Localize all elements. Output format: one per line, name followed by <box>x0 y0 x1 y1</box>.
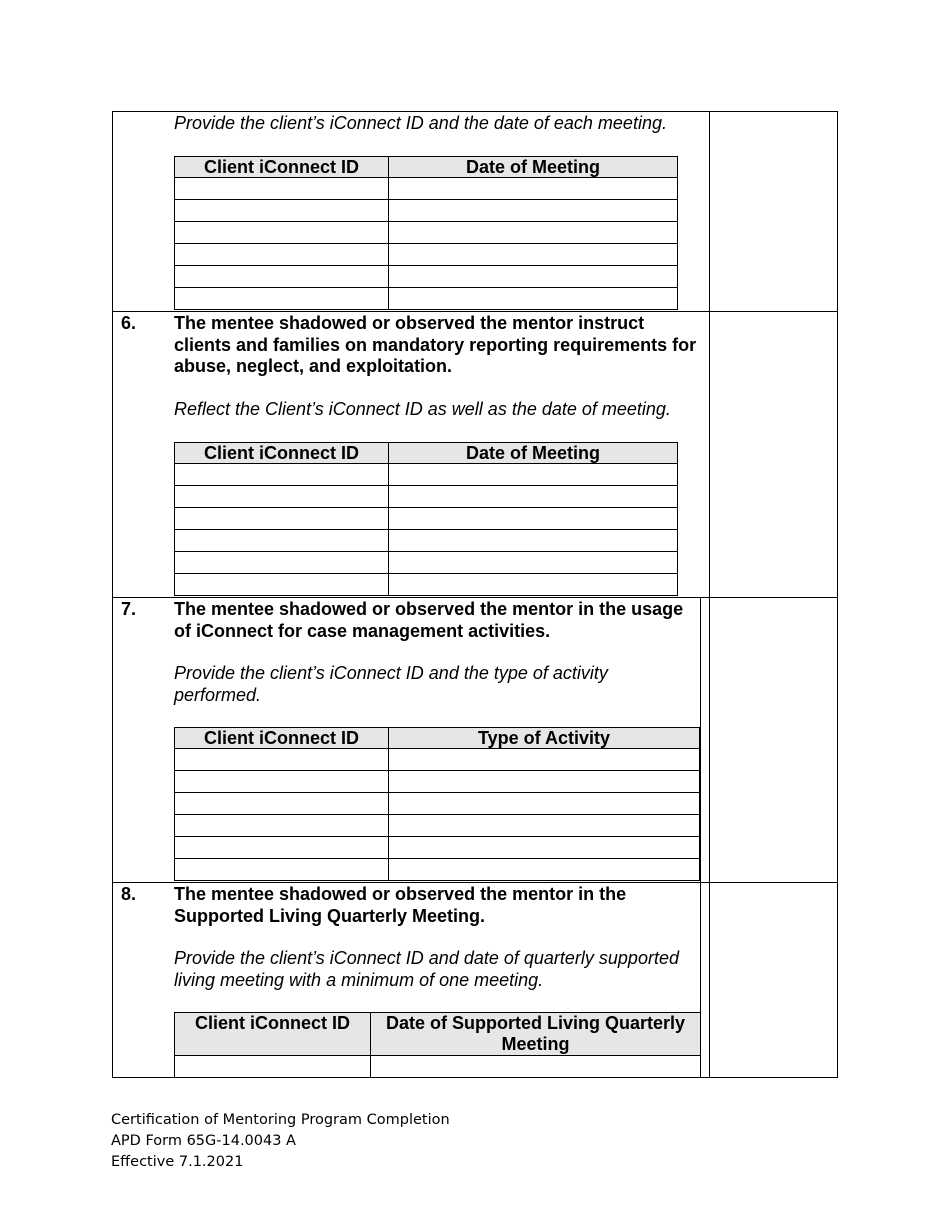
column-divider-status <box>709 112 710 1077</box>
client-id-cell[interactable] <box>175 771 389 793</box>
footer-effective-date: Effective 7.1.2021 <box>111 1154 244 1170</box>
client-id-cell[interactable] <box>175 859 389 881</box>
client-id-cell[interactable] <box>175 200 389 222</box>
section-8-question: The mentee shadowed or observed the mentor in the Supported Living Quarterly Meeting. <box>174 884 627 926</box>
table-row <box>175 508 678 530</box>
row-divider-7 <box>113 597 837 598</box>
value-cell[interactable] <box>389 178 678 200</box>
footer-form-number: APD Form 65G-14.0043 A <box>111 1133 296 1149</box>
client-id-cell[interactable] <box>175 552 389 574</box>
table-row <box>175 222 678 244</box>
client-id-cell[interactable] <box>175 178 389 200</box>
table-row <box>175 815 700 837</box>
client-id-cell[interactable] <box>175 464 389 486</box>
client-id-cell[interactable] <box>175 837 389 859</box>
column-header-client-id: Client iConnect ID <box>175 1013 371 1056</box>
column-header-quarterly-meeting-date: Date of Supported Living Quarterly Meeting <box>371 1013 701 1056</box>
value-cell[interactable] <box>389 771 700 793</box>
row-divider-8 <box>113 882 837 883</box>
client-id-cell[interactable] <box>175 815 389 837</box>
value-cell[interactable] <box>389 530 678 552</box>
column-header-client-id: Client iConnect ID <box>175 443 389 464</box>
value-cell[interactable] <box>371 1056 701 1078</box>
client-id-cell[interactable] <box>175 1056 371 1078</box>
section-6-instruction: Reflect the Client’s iConnect ID as well as the date of meeting. <box>174 399 671 419</box>
table-row <box>175 530 678 552</box>
table-row <box>175 486 678 508</box>
table-row <box>175 574 678 596</box>
column-header-client-id: Client iConnect ID <box>175 157 389 178</box>
page-footer <box>111 1110 450 1173</box>
value-cell[interactable] <box>389 200 678 222</box>
client-id-cell[interactable] <box>175 244 389 266</box>
value-cell[interactable] <box>389 222 678 244</box>
row-divider-6 <box>113 311 837 312</box>
value-cell[interactable] <box>389 486 678 508</box>
section-7-question: The mentee shadowed or observed the mentor in the usage of iConnect for case management activities. <box>174 599 684 641</box>
column-header-activity: Type of Activity <box>389 728 700 749</box>
section-6-question: The mentee shadowed or observed the mentor instruct clients and families on mandatory reporting requirements for abuse, neglect, and exploitation. <box>174 313 697 376</box>
table-row <box>175 1056 701 1078</box>
table-row <box>175 749 700 771</box>
client-id-cell[interactable] <box>175 508 389 530</box>
client-id-cell[interactable] <box>175 486 389 508</box>
value-cell[interactable] <box>389 244 678 266</box>
footer-form-title: Certification of Mentoring Program Completion <box>111 1112 450 1128</box>
form-outer-table <box>112 111 838 1078</box>
table-row <box>175 244 678 266</box>
table-row <box>175 552 678 574</box>
value-cell[interactable] <box>389 793 700 815</box>
section-7-table <box>174 727 700 881</box>
table-row <box>175 771 700 793</box>
value-cell[interactable] <box>389 508 678 530</box>
client-id-cell[interactable] <box>175 288 389 310</box>
section-6-table <box>174 442 678 596</box>
section-7-instruction: Provide the client’s iConnect ID and the type of activity performed. <box>174 663 608 705</box>
table-row <box>175 837 700 859</box>
table-row <box>175 793 700 815</box>
column-header-client-id: Client iConnect ID <box>175 728 389 749</box>
table-row <box>175 859 700 881</box>
value-cell[interactable] <box>389 837 700 859</box>
section-6-number: 6. <box>121 313 137 333</box>
value-cell[interactable] <box>389 859 700 881</box>
section-5-table <box>174 156 678 310</box>
section-8-instruction: Provide the client’s iConnect ID and date of quarterly supported living meeting with a minimum of one meeting. <box>174 948 679 990</box>
value-cell[interactable] <box>389 288 678 310</box>
value-cell[interactable] <box>389 552 678 574</box>
table-row <box>175 266 678 288</box>
client-id-cell[interactable] <box>175 749 389 771</box>
section-7-number: 7. <box>121 599 137 619</box>
value-cell[interactable] <box>389 815 700 837</box>
value-cell[interactable] <box>389 266 678 288</box>
column-header-date: Date of Meeting <box>389 157 678 178</box>
value-cell[interactable] <box>389 749 700 771</box>
section-5-instruction: Provide the client’s iConnect ID and the date of each meeting. <box>174 113 667 133</box>
client-id-cell[interactable] <box>175 574 389 596</box>
client-id-cell[interactable] <box>175 530 389 552</box>
table-row <box>175 464 678 486</box>
table-row <box>175 200 678 222</box>
table-row <box>175 288 678 310</box>
section-8-number: 8. <box>121 884 137 904</box>
client-id-cell[interactable] <box>175 266 389 288</box>
column-header-date: Date of Meeting <box>389 443 678 464</box>
section-8-table <box>174 1012 701 1078</box>
table-row <box>175 178 678 200</box>
client-id-cell[interactable] <box>175 793 389 815</box>
value-cell[interactable] <box>389 464 678 486</box>
value-cell[interactable] <box>389 574 678 596</box>
client-id-cell[interactable] <box>175 222 389 244</box>
